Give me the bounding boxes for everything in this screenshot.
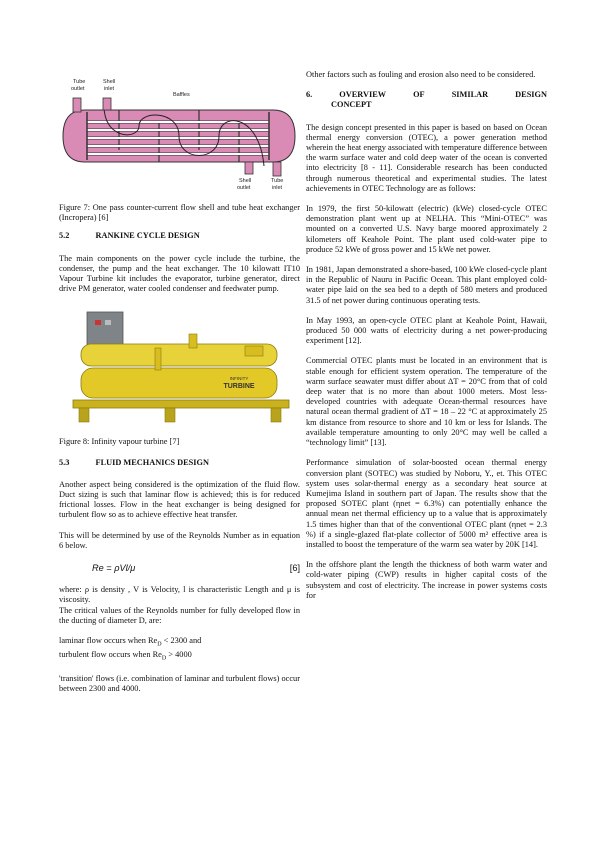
figure-7: [59, 70, 300, 196]
paragraph-reynolds-intro: This will be determined by use of the Reynolds Number as in equation 6 below.: [59, 530, 300, 550]
section-number: 5.2: [59, 231, 70, 241]
tube-outlet-nozzle: [73, 98, 81, 112]
section-5-2-heading: [59, 231, 300, 241]
paragraph-where: where: ρ is density , V is Velocity, l is characteristic Length and μ is viscosity.: [59, 585, 300, 605]
heat-exchanger-diagram: [59, 70, 300, 196]
svg-text:Tubeoutlet Shellinlet: Tube outlet Shell inlet Baffles Shell outlet Tube inlet: [71, 79, 284, 191]
infinity-turbine-illustration: [59, 304, 300, 432]
figure-8: [59, 304, 300, 432]
equation-formula: Re = ρVl/μ: [92, 563, 136, 574]
paragraph-offshore: In the offshore plant the length the thickness of both warm water and cold-water piping (CWP) results in higher capital costs of the subsystem and cost of electricity. The increase in power systems costs for: [306, 560, 547, 600]
section-5-3-heading: [59, 458, 300, 468]
paragraph-other-factors: Other factors such as fouling and erosion also need to be considered.: [306, 70, 536, 79]
paragraph-sotec: Performance simulation of solar-boosted ocean thermal energy conversion plant (SOTEC) was studied by Noboru, Y., et. This OTEC system uses solar-thermal energy as a secondary heat source at Kumejima Island in southern part of Japan. The results show that the proposed SOTEC plant (ηnet = 6.3%) can potentially enhance the annual mean net thermal efficiency up to a value that is approximately 1.5 times higher than that of the conventional OTEC plant (ηnet = 2.3 %) if a single-glazed flat-plate collector of 5000 m² effective area is installed to boost the temperature of the warm sea water by 20K [14].: [306, 458, 547, 549]
paragraph-design-concept: The design concept presented in this paper is based on based on Ocean thermal energy conversion (OTEC), a power generation method wherein the heat energy associated with temperature difference between the warm surface water and cold deep water of the ocean is converted into electricity [8 - 11]. Considerable research has been conducted through numerous theoretical and experimental studies. The latest achievements in OTEC Technology are as follows:: [306, 122, 547, 193]
section-title: FLUID MECHANICS DESIGN: [95, 457, 209, 467]
badge-text-1: INFINITY: [229, 376, 249, 382]
paragraph-1981: In 1981, Japan demonstrated a shore-based, 100 kWe closed-cycle plant in the Republic of Nauru in Pacific Ocean. This plant employed cold-water pipe laid on the sea bed to a depth of 580 meters and produced 31.5 of net power during continuous operating tests.: [306, 265, 547, 305]
equation-number: [6]: [289, 563, 300, 574]
paragraph-commercial: Commercial OTEC plants must be located in an environment that is stable enough for efficient system operation. The temperature of the warm surface seawater must differ about ΔT = 20°C from that of cold deep water that is no more than about 1000 meters. Most less-developed countries with adequate Ocean-thermal resources have natural ocean thermal gradient of ΔT = 18 – 22 °C at approximately 25 km distance from resource to shore and 10 km or less for Islands. The available temperature amounting to only 20°C may well be called a “technology limit” [13].: [306, 356, 547, 448]
left-column: [59, 70, 300, 694]
section-6-heading: 6. OVERVIEW OF SIMILAR DESIGN CONCEPT: [306, 90, 547, 110]
section-title-line-2: CONCEPT: [331, 100, 372, 110]
tube-inlet-nozzle: [273, 162, 281, 176]
section-number: 6.: [306, 90, 313, 100]
equation-6: [59, 563, 300, 573]
paragraph-1979: In 1979, the first 50-kilowatt (electric) (kWe) closed-cycle OTEC demonstration plant went up at NELHA. This “Mini-OTEC” was mounted on a converted U.S. Navy barge moored approximately 2 kilometers off Keahole Point. The plant used cold-water pipe to produce 52 kWe of gross power and 15 kWe net power.: [306, 204, 547, 254]
section-title: RANKINE CYCLE DESIGN: [95, 231, 200, 241]
paragraph-rankine: The main components on the power cycle include the turbine, the condenser, the pump and the heat exchanger. The 10 kilowatt IT10 Vapour Turbine kit includes the evaporator, turbine generator, direct drive PM generator, water cooled condenser and feedwater pump.: [59, 253, 300, 294]
figure-7-caption: Figure 7: One pass counter-current flow shell and tube heat exchanger (Incropera) [6]: [59, 203, 300, 223]
badge-text-2: TURBINE: [223, 383, 255, 391]
paragraph-fluid: Another aspect being considered is the optimization of the fluid flow. Duct sizing is such that laminar flow is achieved; this is for reduced frictional losses. Flow in the heat exchanger is being designed for turbulent flow so as to achieve effective heat transfer.: [59, 479, 300, 520]
shell-outlet-nozzle: [245, 162, 253, 174]
section-number: 5.3: [59, 457, 70, 467]
laminar-condition: laminar flow occurs when $Re_D < 2300$ and: [59, 636, 202, 648]
turbulent-condition: turbulent flow occurs when $Re_D > 4000$: [59, 649, 192, 662]
shell-inlet-nozzle: [103, 98, 111, 110]
paragraph-transition: 'transition' flows (i.e. combination of laminar and turbulent flows) occur between 2300 and 4000.: [59, 673, 300, 693]
paragraph-1993: In May 1993, an open-cycle OTEC plant at Keahole Point, Hawaii, produced 50 000 watts of electricity during a net power-producing experiment [12].: [306, 315, 547, 346]
paragraph-critical: The critical values of the Reynolds number for fully developed flow in the ducting of diameter D, are:: [59, 605, 300, 625]
figure-8-caption: Figure 8: Infinity vapour turbine [7]: [59, 437, 180, 447]
base-frame: [73, 400, 289, 408]
right-column: [306, 70, 547, 601]
